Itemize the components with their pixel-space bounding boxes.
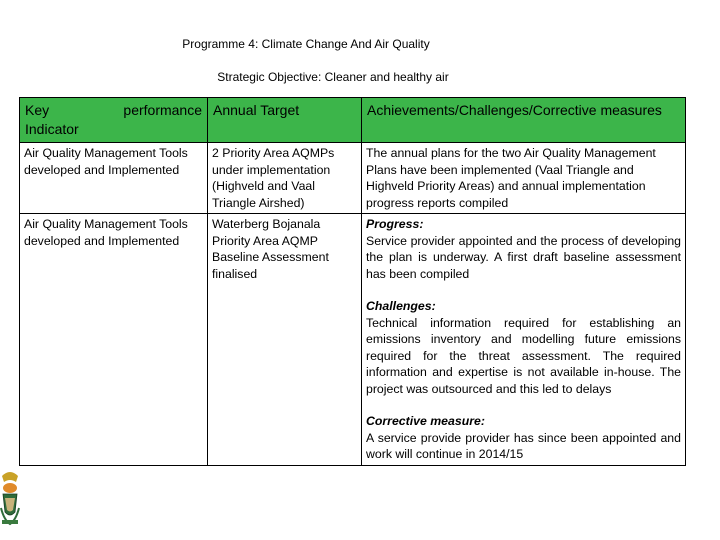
corrective-section — [366, 413, 681, 463]
challenges-section — [366, 298, 681, 397]
progress-label: Progress: — [366, 217, 424, 231]
target-header-label: Annual Target — [213, 102, 300, 118]
corrective-text: A service provide provider has since been appointed and work will continue in 2014/15 — [366, 430, 681, 461]
target-column-header — [208, 98, 362, 143]
kpi-column-header — [20, 98, 208, 143]
strategic-objective: Strategic Objective: Cleaner and healthy air — [217, 70, 449, 84]
kpi-header-line2: Indicator — [25, 121, 79, 137]
challenges-text: Technical information required for establishing an emissions inventory and modelling future emissions required for the threat assessment. The required information and expertise is not available in-house. The project was outsourced and this led to delays — [366, 315, 681, 396]
table-row — [20, 143, 686, 214]
achievement-cell — [362, 214, 686, 466]
programme-title: Programme 4: Climate Change And Air Quality — [182, 37, 430, 51]
table-header-row — [20, 98, 686, 143]
achievements-column-header — [362, 98, 686, 143]
target-cell: 2 Priority Area AQMPs under implementation (Highveld and Vaal Triangle Airshed) — [208, 143, 362, 214]
kpi-table — [19, 97, 686, 466]
kpi-header-word1: Key — [25, 102, 50, 118]
challenges-label: Challenges: — [366, 299, 436, 313]
kpi-cell: Air Quality Management Tools developed and Implemented — [20, 143, 208, 214]
achievement-cell: The annual plans for the two Air Quality Management Plans have been implemented (Vaal Triangle and Highveld Priority Areas) and annual implementation progress reports compiled — [362, 143, 686, 214]
coat-of-arms-icon — [0, 468, 20, 528]
table-row — [20, 214, 686, 466]
progress-text: Service provider appointed and the process of developing the plan is underway. A first draft baseline assessment has been compiled — [366, 233, 681, 281]
target-cell: Waterberg Bojanala Priority Area AQMP Baseline Assessment finalised — [208, 214, 362, 466]
achievements-header-label: Achievements/Challenges/Corrective measures — [367, 102, 662, 118]
kpi-header-word2: performance — [123, 102, 202, 118]
progress-section — [366, 216, 681, 282]
kpi-cell: Air Quality Management Tools developed and Implemented — [20, 214, 208, 466]
corrective-label: Corrective measure: — [366, 414, 485, 428]
